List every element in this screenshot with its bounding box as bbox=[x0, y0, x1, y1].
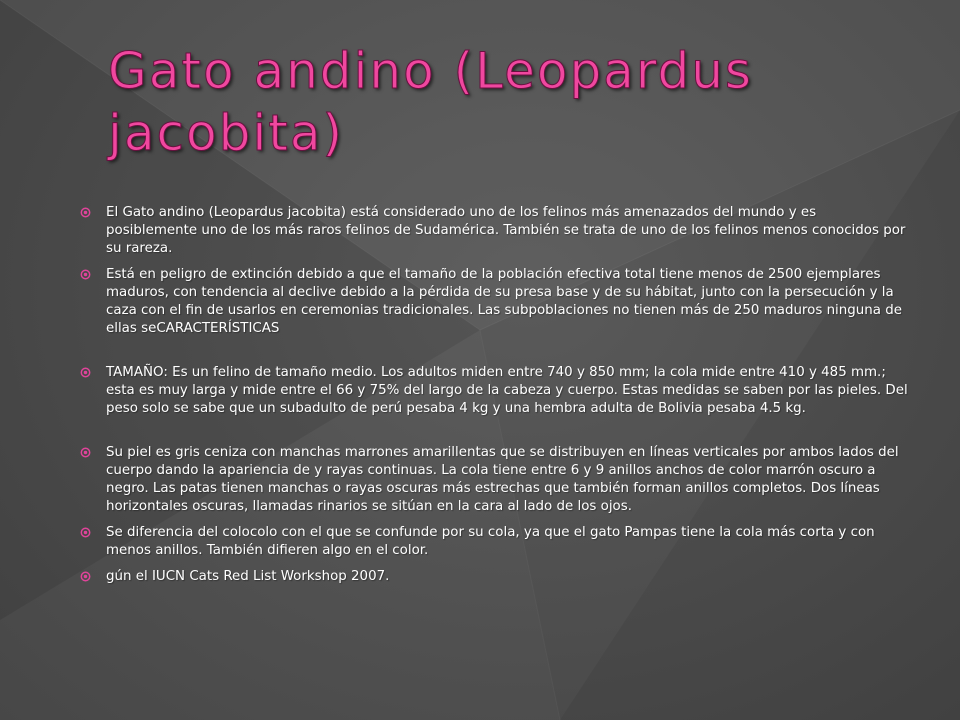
bullet-text: El Gato andino (Leopardus jacobita) está considerado uno de los felinos más amenazados del mundo y es posiblemente uno de los más raros felinos de Sudamérica. También se trata de uno de los felinos menos conocidos por su rareza. bbox=[106, 205, 906, 256]
target-bullet-icon bbox=[80, 527, 91, 538]
bullet-item-1 bbox=[80, 204, 910, 258]
bullet-text: Se diferencia del colocolo con el que se confunde por su cola, ya que el gato Pampas tiene la cola más corta y con menos anillos. También difieren algo en el color. bbox=[106, 525, 875, 558]
bullet-list bbox=[80, 204, 910, 586]
bullet-text: TAMAÑO: Es un felino de tamaño medio. Los adultos miden entre 740 y 850 mm; la cola mide entre 410 y 485 mm.; esta es muy larga y mide entre el 66 y 75% del largo de la cabeza y cuerpo. Estas medidas se saben por las pieles. Del peso solo se sabe que un subadulto de perú pesaba 4 kg y una hembra adulta de Bolivia pesaba 4.5 kg. bbox=[106, 365, 908, 416]
target-bullet-icon bbox=[80, 367, 91, 378]
bullet-text: gún el IUCN Cats Red List Workshop 2007. bbox=[106, 569, 390, 584]
target-bullet-icon bbox=[80, 571, 91, 582]
bullet-text: Su piel es gris ceniza con manchas marrones amarillentas que se distribuyen en líneas verticales por ambos lados del cuerpo dando la apariencia de y rayas continuas. La cola tiene entre 6 y 9 anillos anchos de color marrón oscuro a negro. Las patas tienen manchas o rayas oscuras más estrechas que también forman anillos completos. Dos líneas horizontales oscuras, llamadas rinarios se sitúan en la cara al lado de los ojos. bbox=[106, 445, 899, 514]
bullet-item-3 bbox=[80, 364, 910, 418]
slide-title: Gato andino (Leopardus jacobita) bbox=[108, 42, 753, 162]
target-bullet-icon bbox=[80, 447, 91, 458]
target-bullet-icon bbox=[80, 207, 91, 218]
bullet-item-4 bbox=[80, 444, 910, 516]
bullet-text: Está en peligro de extinción debido a que el tamaño de la población efectiva total tiene menos de 2500 ejemplares maduros, con tendencia al declive debido a la pérdida de su presa base y de su hábitat, junto con la persecución y la caza con el fin de usarlos en ceremonias tradicionales. Las subpoblaciones no tienen más de 250 maduros ninguna de ellas seCARACTERÍSTICAS bbox=[106, 267, 902, 336]
target-bullet-icon bbox=[80, 269, 91, 280]
bullet-item-6 bbox=[80, 568, 910, 586]
bullet-item-2 bbox=[80, 266, 910, 338]
bullet-item-5 bbox=[80, 524, 910, 560]
